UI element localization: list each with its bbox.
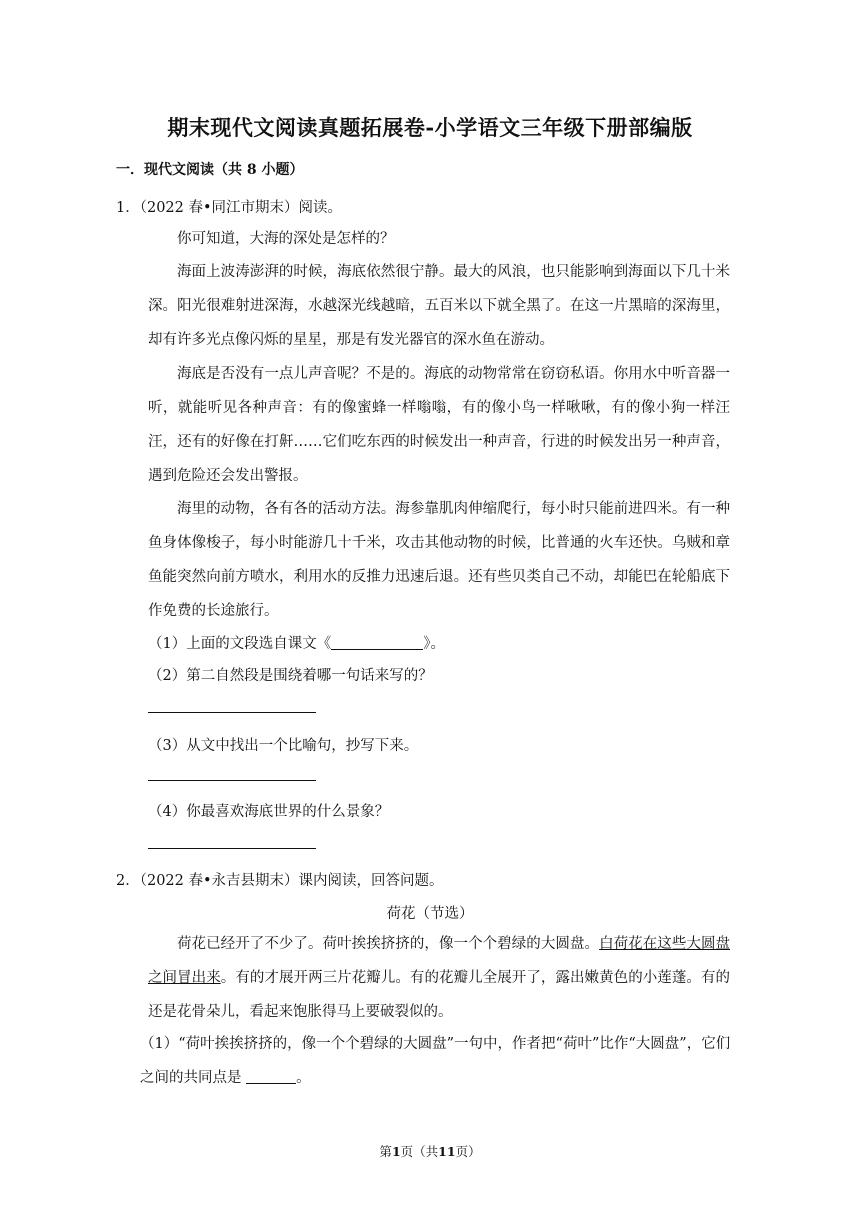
section-heading: 一．现代文阅读（共 8 小题） xyxy=(116,162,304,178)
q1-subquestion-2: （2）第二自然段是围绕着哪一句话来写的？ xyxy=(148,668,433,684)
q1-sub2-answer-line[interactable] xyxy=(148,712,316,713)
q2-sub1-blank[interactable] xyxy=(246,1069,296,1084)
footer-prefix: 第 xyxy=(379,1144,392,1159)
q2-passage xyxy=(148,927,730,1029)
q2-passage-underlined: 白荷花在这些大圆盘之间冒出来 xyxy=(148,936,731,986)
q2-passage-title: 荷花（节选） xyxy=(386,906,474,922)
q2-sub1-suffix: 。 xyxy=(296,1070,311,1086)
q2-subquestion-1 xyxy=(140,1027,732,1095)
footer-middle: 页（共 xyxy=(400,1144,439,1159)
q2-passage-part-b: 。有的才展开两三片花瓣儿。有的花瓣儿全展开了，露出嫩黄色的小莲蓬。有的还是花骨朵儿，看起来饱胀得马上要破裂似的。 xyxy=(148,970,731,1020)
question-2-stem: 2．（2022 春•永吉县期末）课内阅读，回答问题。 xyxy=(116,873,444,889)
q1-paragraph-1: 你可知道，大海的深处是怎样的？ xyxy=(177,231,395,247)
footer-page-number: 1 xyxy=(391,1144,401,1159)
q1-sub4-answer-line[interactable] xyxy=(148,848,316,849)
footer-total-pages: 11 xyxy=(438,1144,456,1159)
q1-sub1-suffix: 》。 xyxy=(423,636,445,652)
question-1-stem: 1．（2022 春•同江市期末）阅读。 xyxy=(116,200,343,216)
q1-subquestion-3: （3）从文中找出一个比喻句，抄写下来。 xyxy=(148,738,419,754)
q1-sub1-prefix: （1）上面的文段选自课文《 xyxy=(148,636,332,652)
q1-sub3-answer-line[interactable] xyxy=(148,780,316,781)
document-title: 期末现代文阅读真题拓展卷-小学语文三年级下册部编版 xyxy=(167,115,693,140)
q1-sub1-blank[interactable] xyxy=(331,635,423,650)
page-footer xyxy=(0,1142,860,1160)
q1-subquestion-1 xyxy=(148,632,445,653)
q1-paragraph-4: 海里的动物，各有各的活动方法。海参靠肌肉伸缩爬行，每小时只能前进四米。有一种鱼身体像梭子，每小时能游几十千米，攻击其他动物的时候，比普通的火车还快。乌贼和章鱼能突然向前方喷水，利用水的反推力迅速后退。还有些贝类自己不动，却能巴在轮船底下作免费的长途旅行。 xyxy=(148,501,730,619)
q1-paragraph-2: 海面上波涛澎湃的时候，海底依然很宁静。最大的风浪，也只能影响到海面以下几十米深。阳光很难射进深海，水越深光线越暗，五百米以下就全黑了。在这一片黑暗的深海里，却有许多光点像闪烁的星星，那是有发光器官的深水鱼在游动。 xyxy=(148,264,730,348)
q1-subquestion-4: （4）你最喜欢海底世界的什么景象？ xyxy=(148,804,390,820)
q2-sub1-prefix: （1）“荷叶挨挨挤挤的，像一个个碧绿的大圆盘”一句中，作者把“荷叶”比作“大圆盘”，它们之间的共同点是 xyxy=(140,1036,731,1086)
footer-suffix: 页） xyxy=(455,1144,481,1159)
q1-paragraph-3: 海底是否没有一点儿声音呢？不是的。海底的动物常常在窃窃私语。你用水中听音器一听，就能听见各种声音：有的像蜜蜂一样嗡嗡，有的像小鸟一样啾啾，有的像小狗一样汪汪，还有的好像在打鼾……它们吃东西的时候发出一种声音，行进的时候发出另一种声音，遇到危险还会发出警报。 xyxy=(148,366,730,484)
q2-passage-part-a: 荷花已经开了不少了。荷叶挨挨挤挤的，像一个个碧绿的大圆盘。 xyxy=(177,936,600,952)
